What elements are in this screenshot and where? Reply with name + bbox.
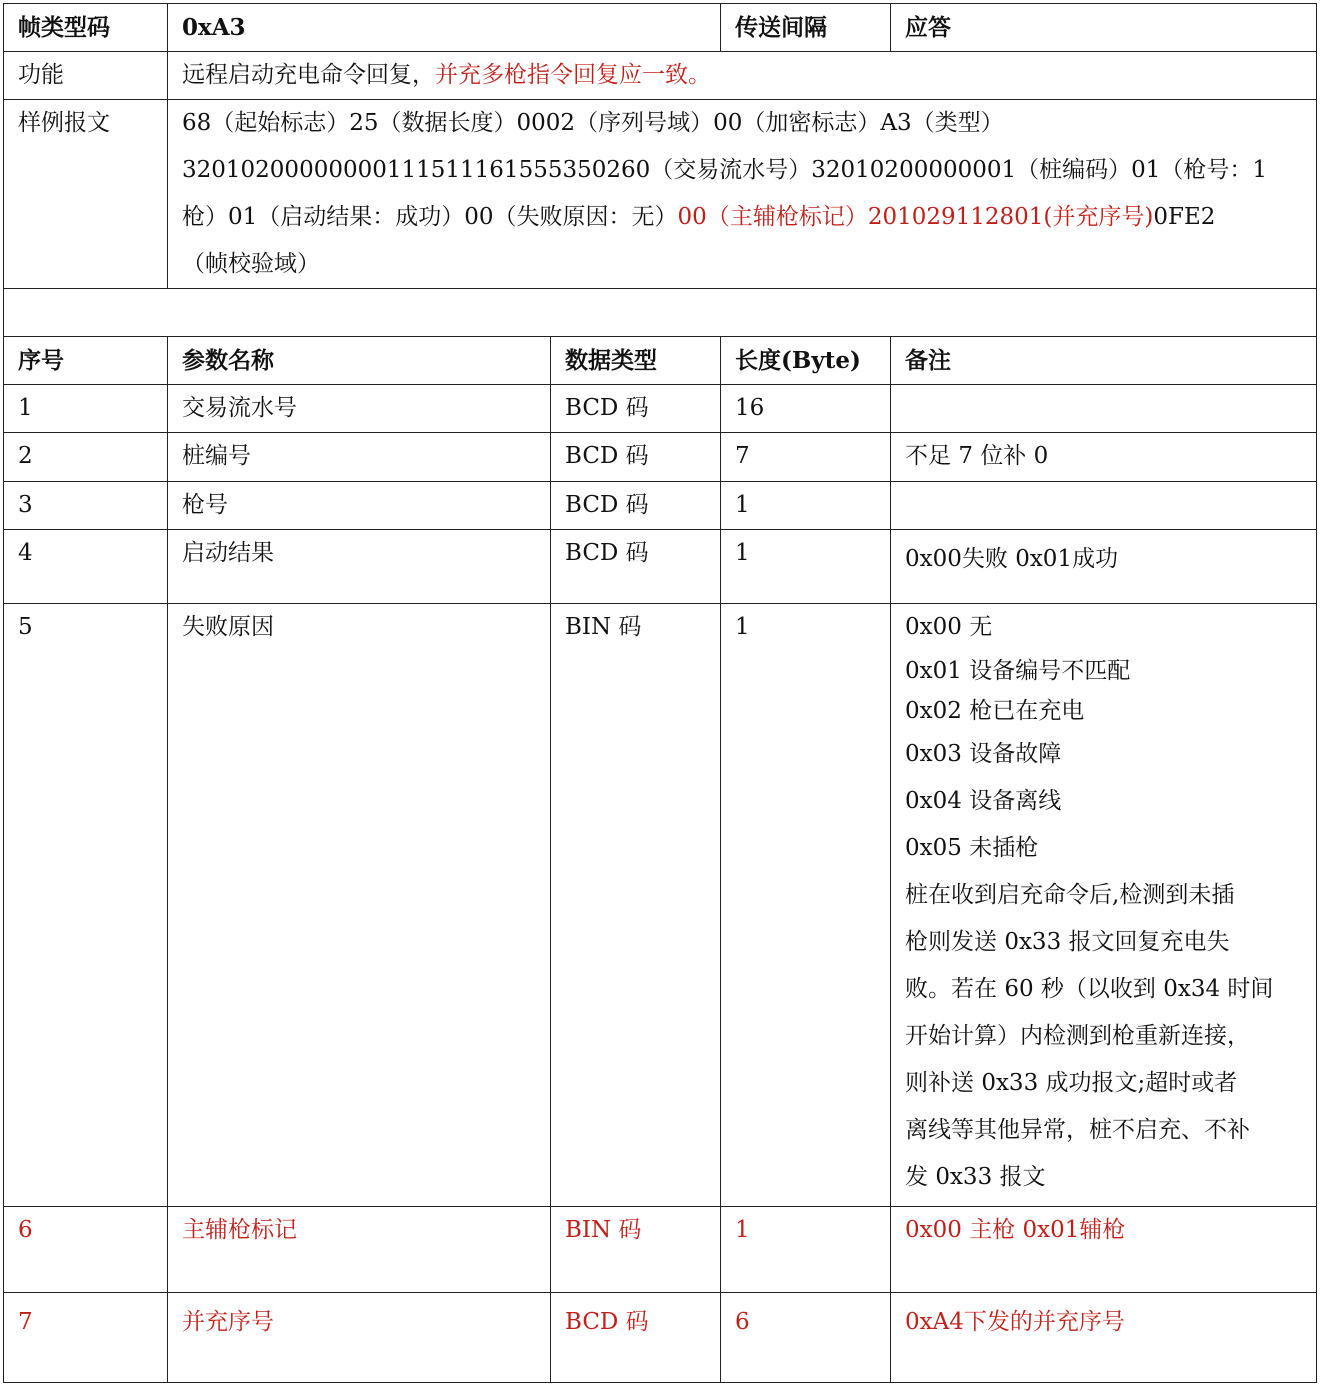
col-length: 长度(Byte) [721,337,891,385]
sample-text [168,100,1317,289]
protocol-table [3,3,1317,1383]
row-seq: 6 [4,1207,168,1293]
note-line: 败。若在 60 秒（以收到 0x34 时间 [905,976,1274,1002]
row-name: 失败原因 [168,604,551,1207]
row-length: 1 [721,482,891,530]
note-line: 0x05 未插枪 [905,835,1039,861]
table-row [4,1293,1317,1383]
row-note: 0x00 主枪 0x01辅枪 [891,1207,1317,1293]
table-row [4,385,1317,433]
row-length: 1 [721,1207,891,1293]
note-line: 0x03 设备故障 [905,741,1062,767]
function-text-black: 远程启动充电命令回复， [182,62,435,88]
note-line: 0x04 设备离线 [905,788,1062,814]
note-line: 发 0x33 报文 [905,1164,1046,1190]
col-note: 备注 [891,337,1317,385]
col-type: 数据类型 [551,337,721,385]
row-type: BCD 码 [551,385,721,433]
row-length: 6 [721,1293,891,1383]
note-line: 枪则发送 0x33 报文回复充电失 [905,929,1230,955]
row-type: BCD 码 [551,482,721,530]
row-seq: 4 [4,530,168,604]
row-name: 枪号 [168,482,551,530]
row-note: 不足 7 位补 0 [891,433,1317,482]
interval-label: 传送间隔 [721,4,891,52]
sample-line-3-tail: 0FE2 [1153,204,1216,230]
note-line: 则补送 0x33 成功报文;超时或者 [905,1070,1238,1096]
sample-label: 样例报文 [4,100,168,289]
sample-line-3 [182,194,1302,241]
row-length: 16 [721,385,891,433]
row-length: 1 [721,604,891,1207]
table-row [4,482,1317,530]
table-row [4,530,1317,604]
frame-type-value: 0xA3 [168,4,721,52]
row-note: 0x00失败 0x01成功 [891,530,1317,604]
row-note [891,385,1317,433]
row-name: 桩编号 [168,433,551,482]
row-length: 1 [721,530,891,604]
row-seq: 1 [4,385,168,433]
note-line: 0x02 枪已在充电 [905,698,1085,724]
function-text-red: 并充多枪指令回复应一致。 [435,62,711,88]
row-name: 交易流水号 [168,385,551,433]
row-type: BIN 码 [551,604,721,1207]
sample-line-3-black: 枪）01（启动结果：成功）00（失败原因：无） [182,204,678,230]
row-length: 7 [721,433,891,482]
row-type: BCD 码 [551,1293,721,1383]
row-note-list [891,604,1317,1207]
sample-line-2: 32010200000000111511161555350260（交易流水号）32010200000001（桩编码）01（枪号：1 [182,157,1268,183]
function-text [168,52,1317,100]
sample-line-1: 68（起始标志）25（数据长度）0002（序列号域）00（加密标志）A3（类型） [182,110,1004,136]
row-note: 0xA4下发的并充序号 [891,1293,1317,1383]
separator-row [4,289,1317,337]
row-name: 启动结果 [168,530,551,604]
row-type: BCD 码 [551,433,721,482]
note-line: 0x01 设备编号不匹配 [905,658,1131,684]
note-line: 开始计算）内检测到枪重新连接， [905,1023,1251,1049]
frame-type-row [4,4,1317,52]
separator-cell [4,289,1317,337]
function-row [4,52,1317,100]
row-type: BCD 码 [551,530,721,604]
row-name: 主辅枪标记 [168,1207,551,1293]
sample-line-4: （帧校验域） [182,251,320,277]
row-note [891,482,1317,530]
note-line: 桩在收到启充命令后,检测到未插 [905,882,1235,908]
row-seq: 2 [4,433,168,482]
table-row [4,604,1317,1207]
col-name: 参数名称 [168,337,551,385]
row-seq: 3 [4,482,168,530]
note-line: 离线等其他异常，桩不启充、不补 [905,1117,1251,1143]
table-row [4,433,1317,482]
sample-line-3-red: 00（主辅枪标记）201029112801(并充序号) [677,204,1154,230]
interval-value: 应答 [891,4,1317,52]
row-type: BIN 码 [551,1207,721,1293]
row-name: 并充序号 [168,1293,551,1383]
sample-row [4,100,1317,289]
frame-type-label: 帧类型码 [4,4,168,52]
function-label: 功能 [4,52,168,100]
col-seq: 序号 [4,337,168,385]
row-seq: 5 [4,604,168,1207]
row-seq: 7 [4,1293,168,1383]
column-header-row [4,337,1317,385]
table-row [4,1207,1317,1293]
note-line: 0x00 无 [905,614,993,640]
